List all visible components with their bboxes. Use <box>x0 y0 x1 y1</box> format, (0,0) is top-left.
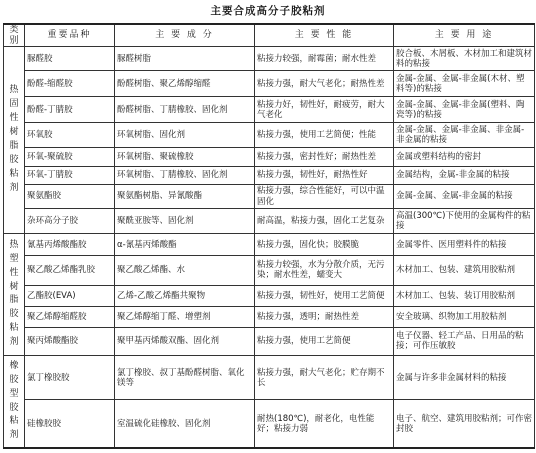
components-cell: 脲醛树脂 <box>115 47 255 71</box>
uses-cell: 金属与许多非金属材料的粘接 <box>394 356 535 400</box>
properties-cell: 粘接力强，使用工艺简便；性能 <box>255 123 394 148</box>
table-row <box>4 356 535 400</box>
components-cell: 酚醛树脂、聚乙烯醇缩醛 <box>115 71 255 97</box>
table-row <box>4 71 535 97</box>
uses-cell: 胶合板、木屑板、木材加工和建筑材料的粘接 <box>394 47 535 71</box>
properties-cell: 粘接力强，耐大气老化；耐热性差 <box>255 71 394 97</box>
components-cell: 室温硫化硅橡胶、固化剂 <box>115 400 255 448</box>
properties-cell: 粘接力强，综合性能好，可以中温固化 <box>255 185 394 209</box>
components-cell: 氯丁橡胶、叔丁基酚醛树脂、氧化镁等 <box>115 356 255 400</box>
category-char: 剂 <box>9 430 19 441</box>
header-row <box>4 24 535 47</box>
category-char: 脂 <box>9 295 19 306</box>
header-properties: 主 要 性 能 <box>255 24 394 47</box>
category-char: 胶 <box>9 374 19 385</box>
variety-cell: 聚丙烯酸酯胶 <box>25 327 115 355</box>
category-char: 热 <box>9 239 19 250</box>
category-char: 粘 <box>9 323 19 334</box>
variety-cell: 酚醛-缩醛胶 <box>25 71 115 97</box>
properties-cell: 粘接力强，固化快；胶膜脆 <box>255 233 394 255</box>
category-char: 胶 <box>9 155 19 165</box>
variety-cell: 乙酯胶(EVA) <box>25 285 115 306</box>
components-cell: α-氰基丙烯酸酯 <box>115 233 255 255</box>
components-cell: 环氧树脂、聚硫橡胶 <box>115 148 255 166</box>
variety-cell: 杂环高分子胶 <box>25 208 115 233</box>
variety-cell: 环氧-丁腈胶 <box>25 166 115 184</box>
category-char: 型 <box>9 388 19 399</box>
category-char: 性 <box>9 113 19 124</box>
table-row <box>4 148 535 166</box>
variety-cell: 氰基丙烯酸酯胶 <box>25 233 115 255</box>
properties-cell: 耐高温，粘接力强，固化工艺复杂 <box>255 208 394 233</box>
components-cell: 酚醛树脂、丁腈橡胶、固化剂 <box>115 97 255 123</box>
properties-cell: 粘接力强，韧性好，耐热性好 <box>255 166 394 184</box>
uses-cell: 金属或塑料结构的密封 <box>394 148 535 166</box>
uses-cell: 金属结构，金属-非金属的粘接 <box>394 166 535 184</box>
components-cell: 聚酰亚胺等、固化剂 <box>115 208 255 233</box>
properties-cell: 粘接力强，透明；耐热性差 <box>255 306 394 327</box>
components-cell: 聚乙烯醇缩丁醛、增塑剂 <box>115 306 255 327</box>
category-char: 橡 <box>9 360 19 371</box>
properties-cell: 粘接力强，使用工艺简便 <box>255 327 394 355</box>
header-category: 类别 <box>4 24 25 47</box>
table-row <box>4 47 535 71</box>
uses-cell: 金属-金属、金属-非金属(塑料、陶瓷等)的粘接 <box>394 97 535 123</box>
adhesive-table <box>3 23 535 449</box>
components-cell: 聚氨酯树脂、异氰酸酯 <box>115 185 255 209</box>
uses-cell: 金属-金属、金属-非金属的粘接 <box>394 185 535 209</box>
category-char: 胶 <box>9 402 19 413</box>
category-char: 剂 <box>9 337 19 348</box>
variety-cell: 氯丁橡胶胶 <box>25 356 115 400</box>
category-cell <box>4 47 25 234</box>
variety-cell: 聚乙酸乙烯酯乳胶 <box>25 256 115 285</box>
components-cell: 聚甲基丙烯酸双酯、固化剂 <box>115 327 255 355</box>
category-cell <box>4 356 25 449</box>
uses-cell: 电子仪器、轻工产品、日用品的粘接；可作压敏胶 <box>394 327 535 355</box>
variety-cell: 硅橡胶胶 <box>25 400 115 448</box>
category-char: 热 <box>9 85 19 96</box>
properties-cell: 粘接力好，韧性好，耐疲劳，耐大气老化 <box>255 97 394 123</box>
uses-cell: 安全玻璃、织物加工用胶粘剂 <box>394 306 535 327</box>
variety-cell: 聚乙烯醇缩醛胶 <box>25 306 115 327</box>
components-cell: 环氧树脂、固化剂 <box>115 123 255 148</box>
components-cell: 乙烯-乙酸乙烯酯共聚物 <box>115 285 255 306</box>
properties-cell: 粘接力较强，水为分散介质，无污染；耐水性差，蠕变大 <box>255 256 394 285</box>
header-uses: 主 要 用 途 <box>394 24 535 47</box>
category-char: 粘 <box>9 168 19 179</box>
table-row <box>4 166 535 184</box>
header-components: 主 要 成 分 <box>115 24 255 47</box>
category-char: 树 <box>9 281 19 292</box>
properties-cell: 粘接力强，耐大气老化；贮存期不长 <box>255 356 394 400</box>
category-char: 胶 <box>9 309 19 320</box>
category-char: 树 <box>9 127 19 138</box>
category-char: 脂 <box>9 141 19 152</box>
uses-cell: 电子、航空、建筑用胶粘剂；可作密封胶 <box>394 400 535 448</box>
uses-cell: 金属-金属、金属-非金属(木材、塑料等)的粘接 <box>394 71 535 97</box>
category-char: 粘 <box>9 416 19 427</box>
properties-cell: 粘接力强，密封性好；耐热性差 <box>255 148 394 166</box>
page-title: 主要合成高分子胶粘剂 <box>210 5 326 17</box>
components-cell: 环氧树脂、丁腈橡胶、固化剂 <box>115 166 255 184</box>
uses-cell: 木材加工、包装、建筑用胶粘剂 <box>394 256 535 285</box>
table-row <box>4 123 535 148</box>
variety-cell: 环氧胶 <box>25 123 115 148</box>
table-row <box>4 306 535 327</box>
category-char: 剂 <box>9 182 19 193</box>
components-cell: 聚乙酸乙烯酯、水 <box>115 256 255 285</box>
uses-cell: 木材加工、包装、装订用胶粘剂 <box>394 285 535 306</box>
uses-cell: 金属零件、医用塑料件的粘接 <box>394 233 535 255</box>
table-row <box>4 208 535 233</box>
table-row <box>4 285 535 306</box>
table-row <box>4 400 535 448</box>
variety-cell: 脲醛胶 <box>25 47 115 71</box>
table-row <box>4 256 535 285</box>
properties-cell: 耐热(180℃)，耐老化，电性能好；粘接力弱 <box>255 400 394 448</box>
table-row <box>4 327 535 355</box>
variety-cell: 酚醛-丁腈胶 <box>25 97 115 123</box>
properties-cell: 粘接力强，韧性好，使用工艺简便 <box>255 285 394 306</box>
table-row <box>4 233 535 255</box>
category-char: 固 <box>9 99 19 110</box>
variety-cell: 环氧-聚硫胶 <box>25 148 115 166</box>
variety-cell: 聚氨酯胶 <box>25 185 115 209</box>
table-row <box>4 97 535 123</box>
category-char: 性 <box>9 267 19 278</box>
table-row <box>4 185 535 209</box>
properties-cell: 粘接力较强，耐霉菌；耐水性差 <box>255 47 394 71</box>
header-name: 重要品种 <box>25 24 115 47</box>
uses-cell: 金属-金属、金属-非金属、非金属-非金属的粘接 <box>394 123 535 148</box>
category-char: 塑 <box>9 253 19 264</box>
category-cell <box>4 233 25 355</box>
uses-cell: 高温(300℃)下使用的金属构件的粘接 <box>394 208 535 233</box>
